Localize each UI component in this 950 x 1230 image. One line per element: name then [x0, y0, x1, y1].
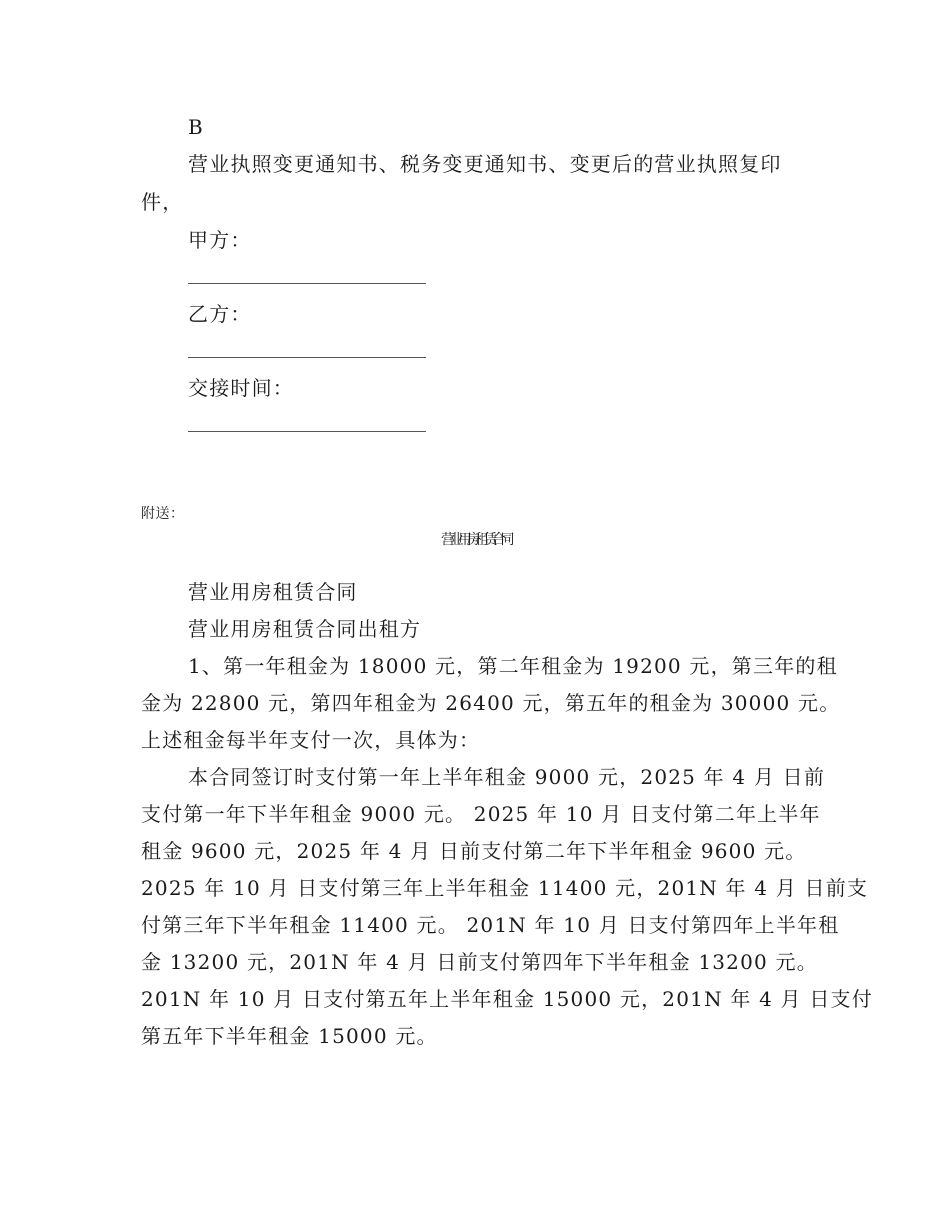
contract-line: 第五年下半年租金 15000 元。 — [141, 1024, 438, 1048]
party-b-signature-line — [188, 357, 426, 358]
attachment-title: 营业用房租赁合同 — [441, 532, 509, 548]
contract-line: 金 13200 元，201N 年 4 月 日前支付第四年下半年租金 13200 元。 — [141, 950, 818, 974]
contract-line: 上述租金每半年支付一次，具体为： — [141, 728, 481, 752]
contract-heading: 营业用房租赁合同 — [188, 580, 358, 604]
party-a-label: 甲方： — [188, 228, 252, 252]
notice-text-line-2: 件， — [141, 190, 184, 214]
contract-line: 201N 年 10 月 日支付第五年上半年租金 15000 元，201N 年 4 月 日支付 — [141, 987, 873, 1011]
section-marker: B — [188, 115, 204, 139]
notice-text-line-1: 营业执照变更通知书、税务变更通知书、变更后的营业执照复印 — [188, 152, 782, 176]
party-b-label: 乙方： — [188, 302, 252, 326]
handover-time-label: 交接时间： — [188, 376, 294, 400]
handover-time-line — [188, 431, 426, 432]
contract-line: 金为 22800 元，第四年租金为 26400 元，第五年的租金为 30000 元。 — [141, 691, 841, 715]
contract-line: 本合同签订时支付第一年上半年租金 9000 元，2025 年 4 月 日前 — [188, 765, 826, 789]
attachment-label: 附送： — [141, 506, 185, 522]
contract-heading-lessor: 营业用房租赁合同出租方 — [188, 617, 422, 641]
contract-line: 租金 9600 元，2025 年 4 月 日前支付第二年下半年租金 9600 元。 — [141, 839, 807, 863]
contract-line: 2025 年 10 月 日支付第三年上半年租金 11400 元，201N 年 4 月 日前支 — [141, 876, 869, 900]
contract-line: 付第三年下半年租金 11400 元。 201N 年 10 月 日支付第四年上半年租 — [141, 913, 840, 937]
contract-line: 支付第一年下半年租金 9000 元。 2025 年 10 月 日支付第二年上半年 — [141, 802, 821, 826]
party-a-signature-line — [188, 283, 426, 284]
contract-line: 1、第一年租金为 18000 元，第二年租金为 19200 元，第三年的租 — [188, 654, 838, 678]
